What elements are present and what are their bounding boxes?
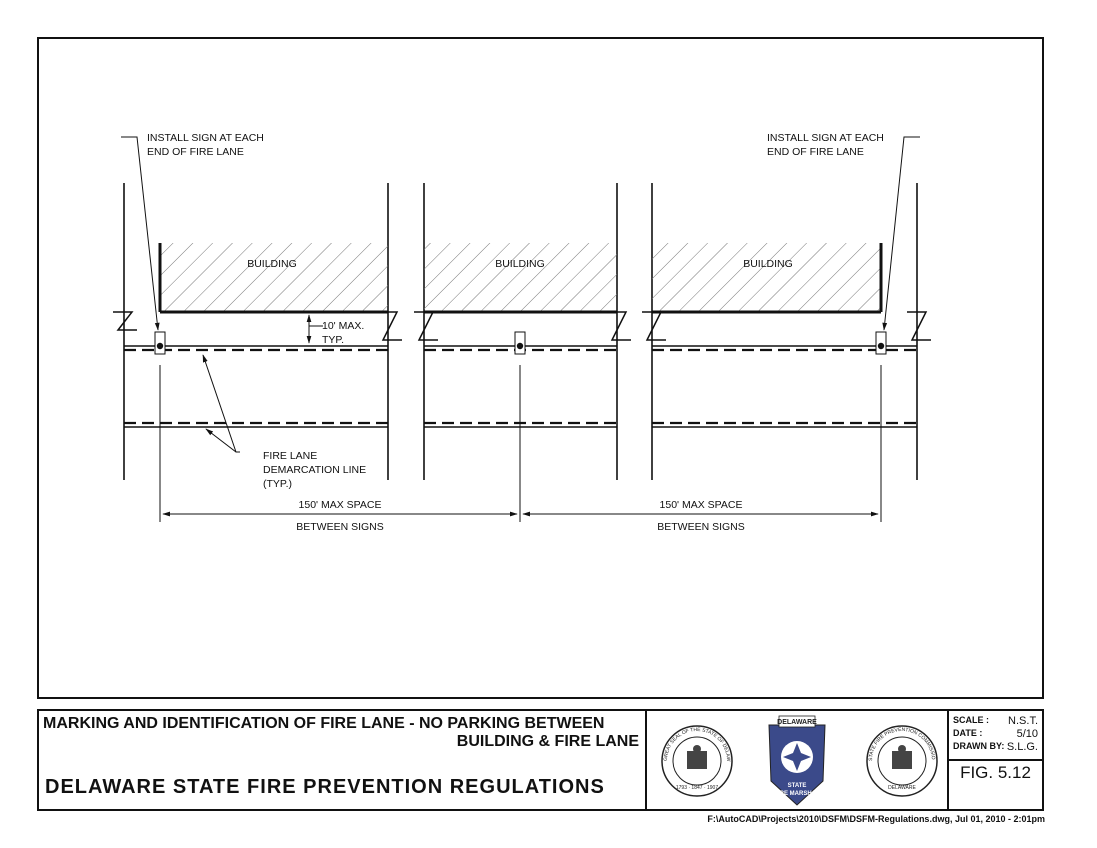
figure-number: FIG. 5.12 <box>960 763 1031 782</box>
setback-dimension <box>309 315 323 343</box>
building-label-middle: BUILDING <box>495 258 545 270</box>
scale-row <box>953 715 1038 727</box>
title-block <box>37 709 1044 811</box>
demarcation-label-line1: FIRE LANE <box>263 450 318 462</box>
spacing-dimensions <box>160 365 881 522</box>
marshal-mid-text: STATE <box>787 783 807 789</box>
drawing-title-line1: MARKING AND IDENTIFICATION OF FIRE LANE - NO PARKING BETWEEN <box>43 715 605 732</box>
date-row <box>953 728 1038 740</box>
drawn-row <box>953 741 1038 753</box>
setback-label-line2: TYP. <box>322 334 344 346</box>
building-label-right: BUILDING <box>743 258 793 270</box>
demarcation-leaders <box>203 355 240 452</box>
callout-right-line1: INSTALL SIGN AT EACH <box>767 132 884 144</box>
spacing-right-line1: 150' MAX SPACE <box>659 499 743 511</box>
scale-value: N.S.T. <box>1008 715 1038 727</box>
marshal-bottom-text: FIRE MARSHAL <box>774 791 820 797</box>
scale-label: SCALE : <box>953 715 989 725</box>
fire-marshal-logo <box>769 716 825 805</box>
seal-years: 1793 · 1847 · 1907 <box>675 785 719 791</box>
drawing-info <box>949 711 1042 761</box>
date-label: DATE : <box>953 728 983 738</box>
commission-bottom-text: DELAWARE <box>888 785 916 791</box>
drawing-title <box>43 715 639 751</box>
date-value: 5/10 <box>1016 728 1038 740</box>
marshal-top-text: DELAWARE <box>777 719 817 726</box>
seal-text: GREAT SEAL OF THE STATE OF DELAW <box>662 726 732 762</box>
drawing-title-line2: BUILDING & FIRE LANE <box>456 733 639 750</box>
building-label-left: BUILDING <box>247 258 297 270</box>
logo-area <box>647 711 949 809</box>
spacing-right-line2: BETWEEN SIGNS <box>657 521 745 533</box>
regulations-title: DELAWARE STATE FIRE PREVENTION REGULATIONS <box>45 776 605 798</box>
file-path: F:\AutoCAD\Projects\2010\DSFM\DSFM-Regulations.dwg, Jul 01, 2010 - 2:01pm <box>707 814 1045 824</box>
commission-text: STATE FIRE PREVENTION COMMISSIO <box>867 726 937 762</box>
delaware-seal-logo <box>647 711 732 796</box>
building-left <box>160 243 388 312</box>
callout-left-line1: INSTALL SIGN AT EACH <box>147 132 264 144</box>
sign-posts <box>155 332 886 354</box>
callout-right-line2: END OF FIRE LANE <box>767 146 864 158</box>
building-middle <box>424 243 617 312</box>
title-area <box>39 711 647 809</box>
setback-label-line1: 10' MAX. <box>322 320 365 332</box>
spacing-left-line2: BETWEEN SIGNS <box>296 521 384 533</box>
demarcation-label-line3: (TYP.) <box>263 478 292 490</box>
meta-area <box>949 711 1042 809</box>
callout-left-line2: END OF FIRE LANE <box>147 146 244 158</box>
demarcation-label-line2: DEMARCATION LINE <box>263 464 367 476</box>
logos <box>647 711 947 809</box>
drawn-label: DRAWN BY: <box>953 741 1005 751</box>
spacing-left-line1: 150' MAX SPACE <box>298 499 382 511</box>
drawn-value: S.L.G. <box>1006 741 1038 753</box>
building-right <box>652 243 881 312</box>
